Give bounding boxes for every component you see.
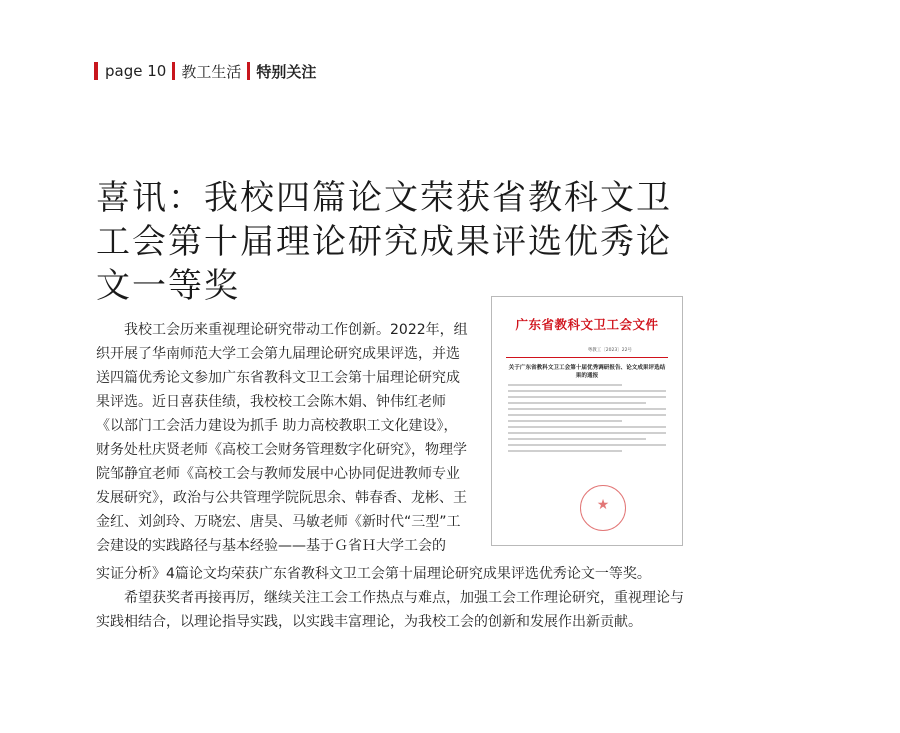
section-name: 教工生活 bbox=[181, 62, 242, 81]
document-number: 粤教工〔2023〕22号 bbox=[587, 348, 632, 353]
document-red-rule bbox=[506, 357, 668, 358]
header-separator bbox=[247, 62, 250, 80]
paragraph-1-continued: 实证分析》4篇论文均荣获广东省教科文卫工会第十届理论研究成果评选优秀论文一等奖。 bbox=[96, 566, 651, 582]
document-text-line bbox=[508, 408, 666, 410]
document-text-line bbox=[508, 402, 646, 404]
document-text-line bbox=[508, 432, 666, 434]
notice-document-image bbox=[491, 296, 683, 546]
document-text-line bbox=[508, 396, 666, 398]
paragraph-1: 我校工会历来重视理论研究带动工作创新。2022年，组织开展了华南师范大学工会第九届理论研究成果评选，并选送四篇优秀论文参加广东省教科文卫工会第十届理论研究成果评选。近日喜获佳绩，我校校工会陈木娟、钟伟红老师《以部门工会活力建设为抓手 助力高校教职工文化建设》，财务处杜庆贤老师《高校工会财务管理数字化研究》，物理学院邹静宜老师《高校工会与教师发展中心协同促进教师专业发展研究》，政治与公共管理学院阮思余、韩春香、龙彬、王金红、刘剑玲、万晓宏、唐昊、马敏老师《新时代“三型”工会建设的实践路径与基本经验——基于Ｇ省Ｈ大学工会的 bbox=[96, 322, 468, 554]
header-accent-bar bbox=[94, 62, 98, 80]
page-number: page 10 bbox=[105, 62, 167, 80]
document-text-line bbox=[508, 426, 666, 428]
subsection-name: 特别关注 bbox=[256, 62, 317, 81]
document-text-line bbox=[508, 450, 622, 452]
seal-star-icon: ★ bbox=[596, 497, 610, 513]
official-seal-stamp bbox=[580, 485, 626, 531]
header-separator bbox=[172, 62, 175, 80]
document-text-line bbox=[508, 414, 666, 416]
document-text-line bbox=[508, 420, 622, 422]
page-header bbox=[94, 60, 316, 82]
document-text-line bbox=[508, 384, 622, 386]
article-title: 喜讯：我校四篇论文荣获省教科文卫工会第十届理论研究成果评选优秀论文一等奖 bbox=[96, 178, 672, 306]
document-heading: 广东省教科文卫工会文件 bbox=[515, 317, 659, 332]
document-text-line bbox=[508, 390, 666, 392]
paragraph-2: 希望获奖者再接再厉，继续关注工会工作热点与难点，加强工会工作理论研究，重视理论与实践相结合，以理论指导实践，以实践丰富理论，为我校工会的创新和发展作出新贡献。 bbox=[96, 590, 684, 630]
document-text-line bbox=[508, 444, 666, 446]
document-title: 关于广东省教科文卫工会第十届优秀调研报告、论文成果评选结果的通报 bbox=[508, 365, 666, 379]
document-text-line bbox=[508, 438, 646, 440]
